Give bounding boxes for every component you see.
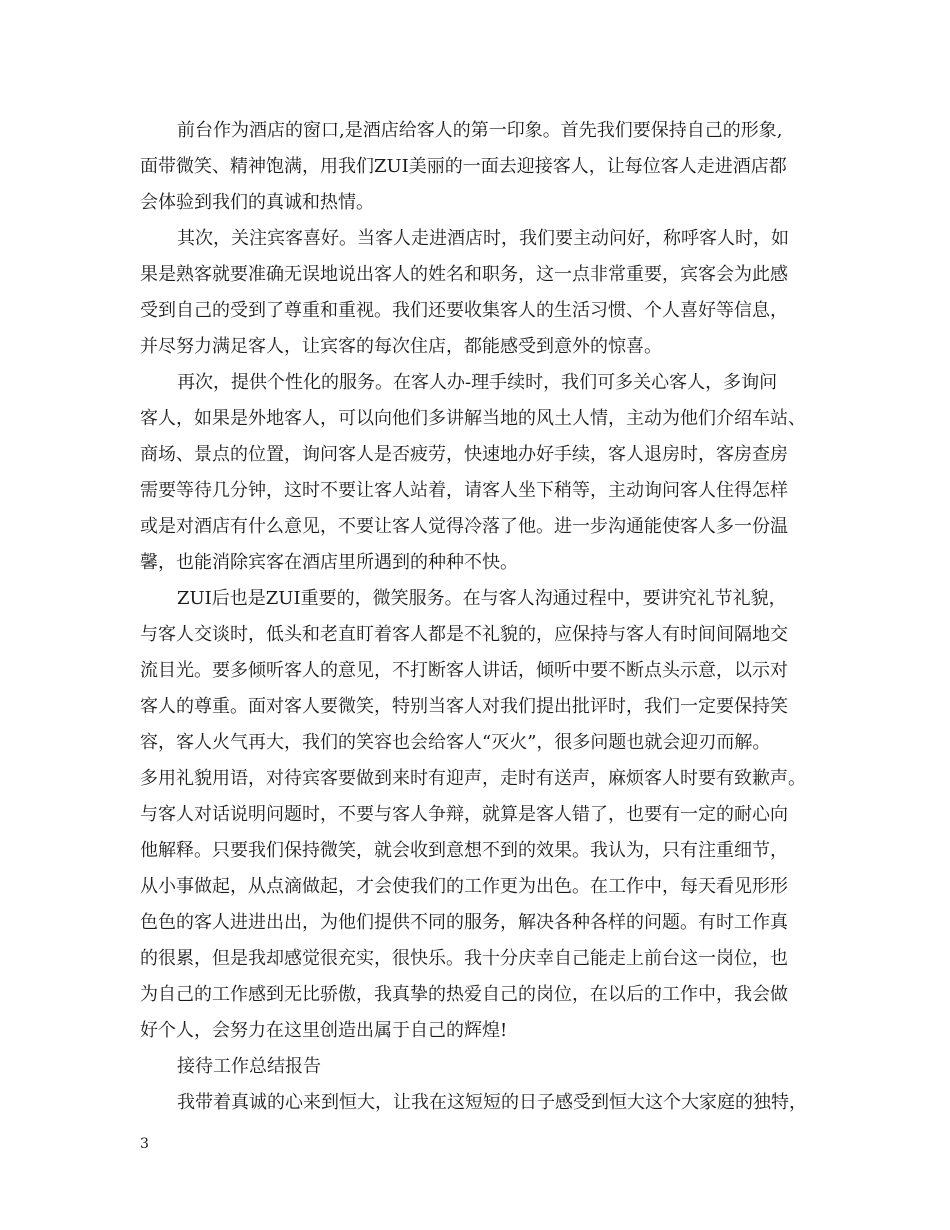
text-line: 好个人，会努力在这里创造出属于自己的辉煌! [140,1020,508,1041]
text-line: 与客人对话说明问题时，不要与客人争辩，就算是客人错了，也要有一定的耐心向 [140,804,788,825]
text-line: 并尽努力满足客人，让宾客的每次住店，都能感受到意外的惊喜。 [140,336,662,357]
text-line: 果是熟客就要准确无误地说出客人的姓名和职务，这一点非常重要，宾客会为此感 [140,264,788,285]
text-line: 从小事做起，从点滴做起，才会使我们的工作更为出色。在工作中，每天看见形形 [140,876,788,897]
text-line: ZUI后也是ZUI重要的，微笑服务。在与客人沟通过程中，要讲究礼节礼貌， [177,588,787,609]
text-line: 需要等待几分钟，这时不要让客人站着，请客人坐下稍等，主动询问客人住得怎样 [140,480,788,501]
text-line: 为自己的工作感到无比骄傲，我真挚的热爱自己的岗位，在以后的工作中，我会做 [140,984,788,1005]
page-number: 3 [140,1136,149,1152]
text-line: 多用礼貌用语，对待宾客要做到来时有迎声，走时有送声，麻烦客人时要有致歉声。 [140,768,806,789]
text-line: 受到自己的受到了尊重和重视。我们还要收集客人的生活习惯、个人喜好等信息， [140,300,788,321]
text-line: 面带微笑、精神饱满，用我们ZUI美丽的一面去迎接客人，让每位客人走进酒店都 [140,156,787,177]
text-line: 其次，关注宾客喜好。当客人走进酒店时，我们要主动问好，称呼客人时，如 [177,228,789,249]
document-body [140,113,830,1121]
text-line: 流目光。要多倾听客人的意见，不打断客人讲话，倾听中要不断点头示意，以示对 [140,660,788,681]
text-line: 客人的尊重。面对客人要微笑，特别当客人对我们提出批评时，我们一定要保持笑 [140,696,788,717]
text-line: 他解释。只要我们保持微笑，就会收到意想不到的效果。我认为，只有注重细节， [140,840,788,861]
text-line: 馨，也能消除宾客在酒店里所遇到的种种不快。 [140,552,518,573]
text-line: 商场、景点的位置，询问客人是否疲劳，快速地办好手续，客人退房时，客房查房 [140,444,788,465]
text-line: 色色的客人进进出出，为他们提供不同的服务，解决各种各样的问题。有时工作真 [140,912,788,933]
text-line: 的很累，但是我却感觉很充实，很快乐。我十分庆幸自己能走上前台这一岗位，也 [140,948,788,969]
text-line: 容，客人火气再大，我们的笑容也会给客人“灭火”，很多问题也就会迎刃而解。 [140,732,771,753]
text-line: 前台作为酒店的窗口,是酒店给客人的第一印象。首先我们要保持自己的形象, [177,120,783,141]
text-line: 客人，如果是外地客人，可以向他们多讲解当地的风土人情，主动为他们介绍车站、 [140,408,806,429]
text-line: 接待工作总结报告 [177,1056,321,1077]
text-line: 与客人交谈时，低头和老直盯着客人都是不礼貌的，应保持与客人有时间间隔地交 [140,624,788,645]
text-line: 或是对酒店有什么意见，不要让客人觉得冷落了他。进一步沟通能使客人多一份温 [140,516,788,537]
text-line: 会体验到我们的真诚和热情。 [140,192,374,213]
text-line: 再次，提供个性化的服务。在客人办-理手续时，我们可多关心客人，多询问 [177,372,778,393]
text-line: 我带着真诚的心来到恒大，让我在这短短的日子感受到恒大这个大家庭的独特， [177,1092,807,1113]
